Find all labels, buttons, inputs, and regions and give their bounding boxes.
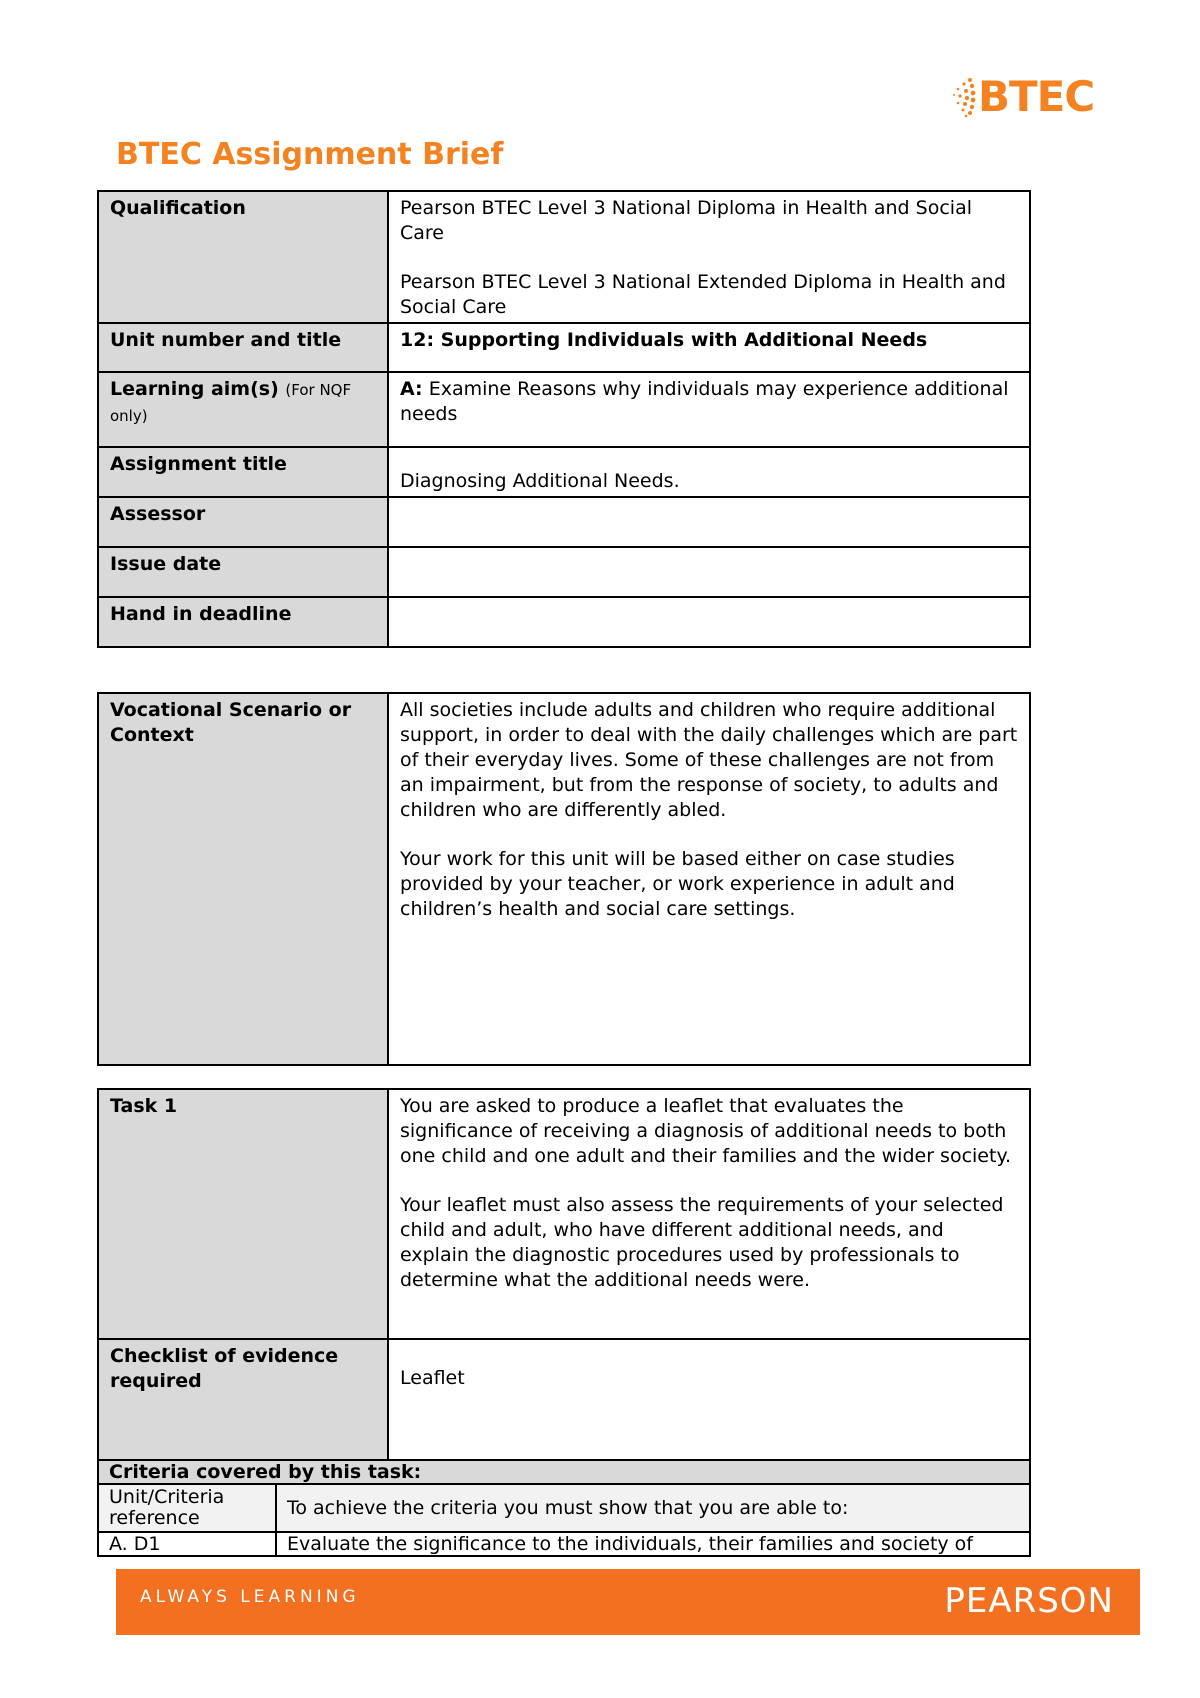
footer-tagline: ALWAYS LEARNING — [140, 1587, 360, 1607]
scenario-para-1: All societies include adults and children who require additional support, in order to deal with the daily challenges which are part of their everyday lives. Some of these challenges are not from an impairment, but from the response of society, to adults and children who are differently abled. — [400, 699, 1018, 821]
criteria-row-ref: A. D1 — [98, 1532, 276, 1556]
scenario-value — [388, 693, 1030, 1065]
task-row — [98, 1089, 1030, 1339]
btec-dots-icon — [950, 76, 976, 118]
task-value — [388, 1089, 1030, 1339]
btec-logo — [950, 72, 1094, 122]
checklist-label: Checklist of evidence required — [98, 1339, 388, 1461]
qualification-label: Qualification — [98, 191, 388, 323]
assignment-title-row — [98, 447, 1030, 497]
task-table — [97, 1088, 1031, 1462]
qualification-value-2: Pearson BTEC Level 3 National Extended Diploma in Health and Social Care — [400, 271, 1006, 318]
deadline-row — [98, 597, 1030, 647]
assessor-row — [98, 497, 1030, 547]
criteria-columns-row — [98, 1484, 1030, 1532]
task-label: Task 1 — [98, 1089, 388, 1339]
learning-aim-label — [98, 372, 388, 447]
deadline-value[interactable] — [388, 597, 1030, 647]
issue-date-row — [98, 547, 1030, 597]
btec-logo-text: BTEC — [978, 72, 1095, 121]
footer-band — [116, 1569, 1140, 1635]
issue-date-value[interactable] — [388, 547, 1030, 597]
assignment-title-value: Diagnosing Additional Needs. — [388, 447, 1030, 497]
qualification-row — [98, 191, 1030, 323]
unit-label: Unit number and title — [98, 323, 388, 372]
learning-aim-row — [98, 372, 1030, 447]
assignment-title-label: Assignment title — [98, 447, 388, 497]
learning-aim-label-text: Learning aim(s) — [110, 378, 279, 400]
scenario-table — [97, 692, 1031, 1066]
criteria-table — [97, 1459, 1031, 1557]
deadline-label: Hand in deadline — [98, 597, 388, 647]
scenario-para-2: Your work for this unit will be based either on case studies provided by your teacher, or work experience in adult and children’s health and social care settings. — [400, 848, 955, 920]
task-para-1: You are asked to produce a leaflet that evaluates the significance of receiving a diagnosis of additional needs to both one child and one adult and their families and the wider society. — [400, 1095, 1012, 1167]
unit-row — [98, 323, 1030, 372]
page-title: BTEC Assignment Brief — [116, 137, 504, 172]
criteria-col-ref: Unit/Criteria reference — [98, 1484, 276, 1532]
unit-value: 12: Supporting Individuals with Additional Needs — [388, 323, 1030, 372]
criteria-row — [98, 1532, 1030, 1556]
learning-aim-prefix: A: — [400, 378, 423, 400]
criteria-heading-row — [98, 1460, 1030, 1484]
qualification-value-1: Pearson BTEC Level 3 National Diploma in Health and Social Care — [400, 197, 972, 244]
issue-date-label: Issue date — [98, 547, 388, 597]
learning-aim-text: Examine Reasons why individuals may experience additional needs — [400, 378, 1009, 425]
assignment-details-table — [97, 190, 1031, 648]
criteria-row-desc: Evaluate the significance to the individuals, their families and society of — [276, 1532, 1030, 1556]
assessor-value[interactable] — [388, 497, 1030, 547]
learning-aim-label-note: (For NQF only) — [110, 381, 352, 425]
task-para-2: Your leaflet must also assess the requirements of your selected child and adult, who have different additional needs, and explain the diagnostic procedures used by professionals to determine what the additional needs were. — [400, 1194, 1004, 1291]
qualification-value — [388, 191, 1030, 323]
checklist-value: Leaflet — [388, 1339, 1030, 1461]
pearson-logo: PEARSON — [944, 1581, 1114, 1621]
criteria-heading: Criteria covered by this task: — [98, 1460, 1030, 1484]
criteria-col-desc: To achieve the criteria you must show that you are able to: — [276, 1484, 1030, 1532]
assessor-label: Assessor — [98, 497, 388, 547]
learning-aim-value — [388, 372, 1030, 447]
scenario-row — [98, 693, 1030, 1065]
checklist-row — [98, 1339, 1030, 1461]
scenario-label: Vocational Scenario or Context — [98, 693, 388, 1065]
